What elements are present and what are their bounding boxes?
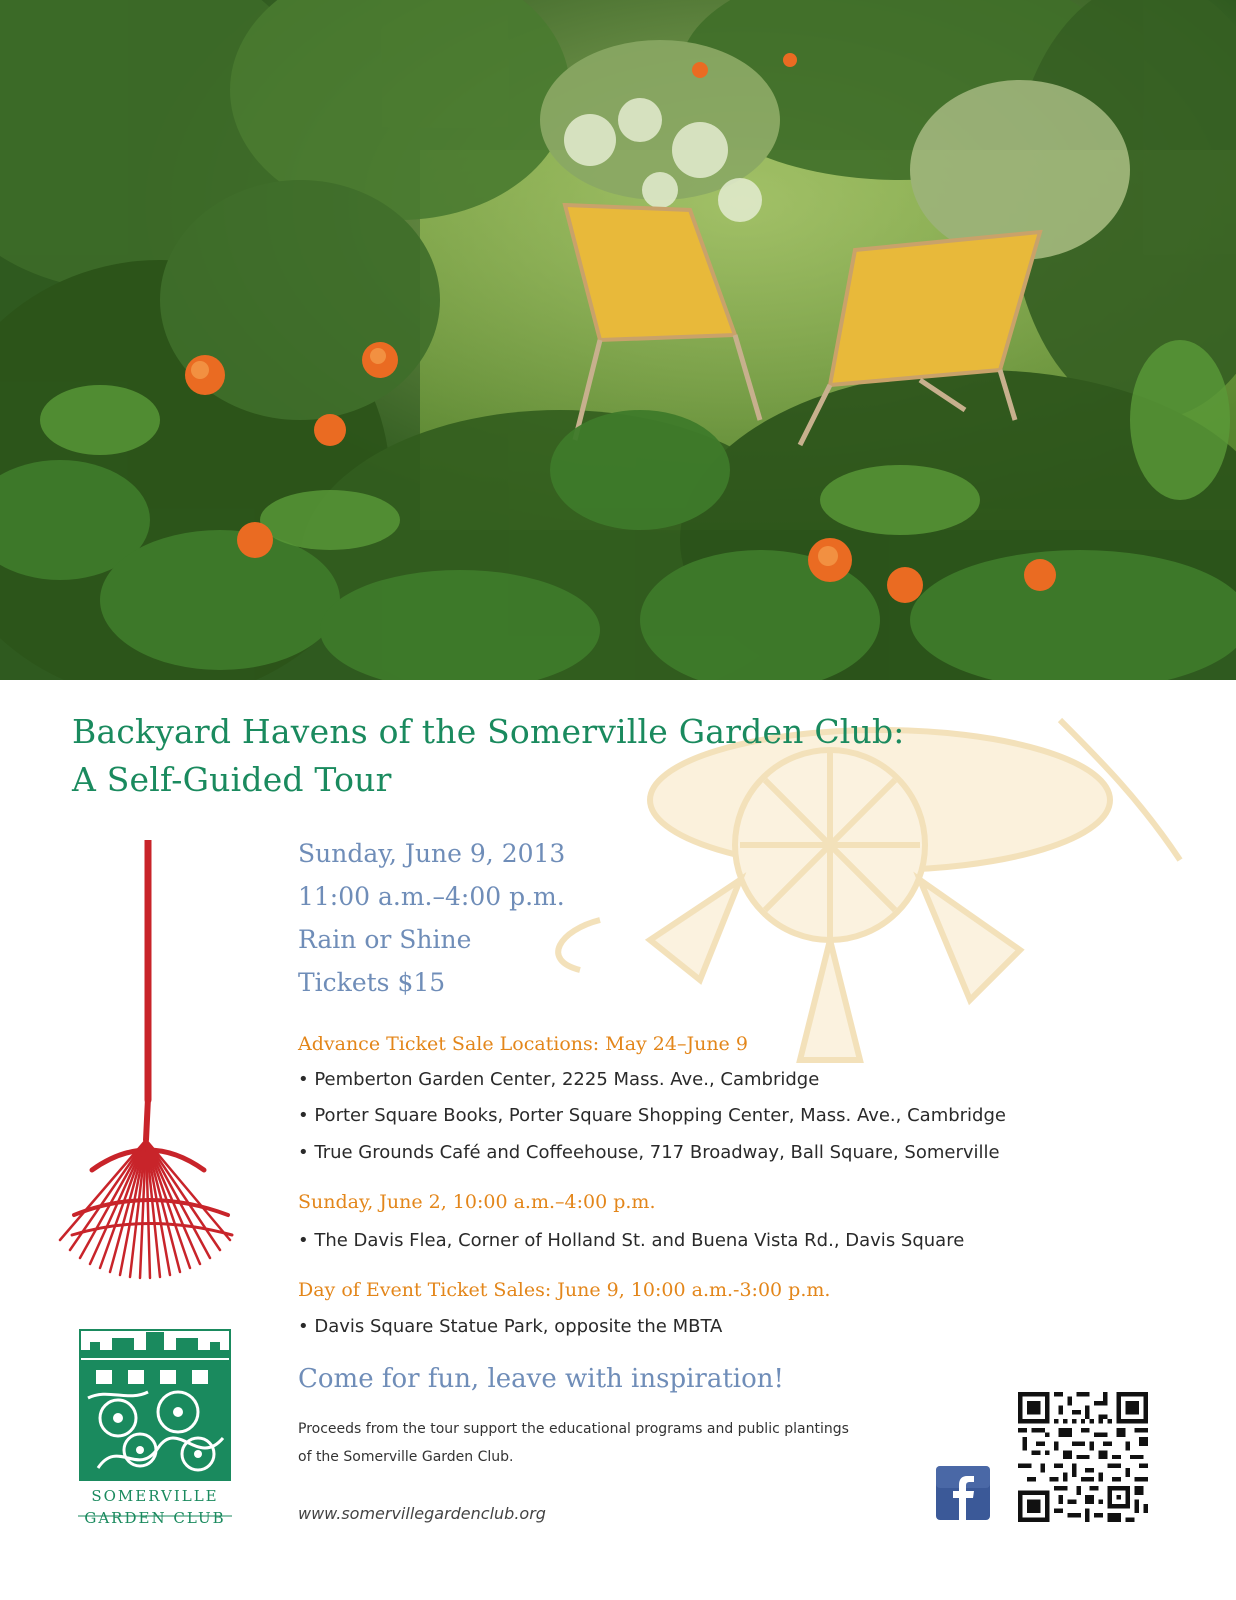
event-date: Sunday, June 9, 2013: [298, 839, 566, 868]
list-item: • True Grounds Café and Coffeehouse, 717 Broadway, Ball Square, Somerville: [298, 1142, 1000, 1163]
facebook-icon[interactable]: [936, 1466, 990, 1520]
proceeds-line-2: of the Somerville Garden Club.: [298, 1449, 514, 1465]
event-weather: Rain or Shine: [298, 925, 472, 954]
proceeds-line-1: Proceeds from the tour support the educational programs and public plantings: [298, 1421, 849, 1437]
title-line-1: Backyard Havens of the Somerville Garden Club:: [72, 712, 905, 751]
page-title: [72, 708, 1192, 804]
qr-code[interactable]: [1018, 1392, 1148, 1522]
website-link[interactable]: www.somervillegardenclub.org: [298, 1504, 546, 1523]
list-item: • The Davis Flea, Corner of Holland St. and Buena Vista Rd., Davis Square: [298, 1230, 965, 1251]
day-sale-heading: Day of Event Ticket Sales: June 9, 10:00 a.m.-3:00 p.m.: [298, 1279, 831, 1301]
logo-name-line-1: SOMERVILLE: [91, 1487, 219, 1505]
rake-icon: [52, 840, 252, 1300]
proceeds-note: [298, 1415, 898, 1471]
advance-sale-heading: Advance Ticket Sale Locations: May 24–June 9: [298, 1033, 748, 1055]
list-item: • Porter Square Books, Porter Square Shopping Center, Mass. Ave., Cambridge: [298, 1105, 1006, 1126]
garden-hero-photo: [0, 0, 1236, 680]
event-time: 11:00 a.m.–4:00 p.m.: [298, 882, 565, 911]
list-item: • Pemberton Garden Center, 2225 Mass. Ave., Cambridge: [298, 1069, 820, 1090]
flea-sale-heading: Sunday, June 2, 10:00 a.m.–4:00 p.m.: [298, 1191, 656, 1213]
event-details: [298, 832, 1098, 1004]
title-line-2: A Self-Guided Tour: [72, 760, 392, 799]
list-item: • Davis Square Statue Park, opposite the MBTA: [298, 1316, 723, 1337]
logo-name-line-2: GARDEN CLUB: [84, 1509, 226, 1527]
event-price: Tickets $15: [298, 968, 446, 997]
tagline: Come for fun, leave with inspiration!: [298, 1364, 784, 1394]
